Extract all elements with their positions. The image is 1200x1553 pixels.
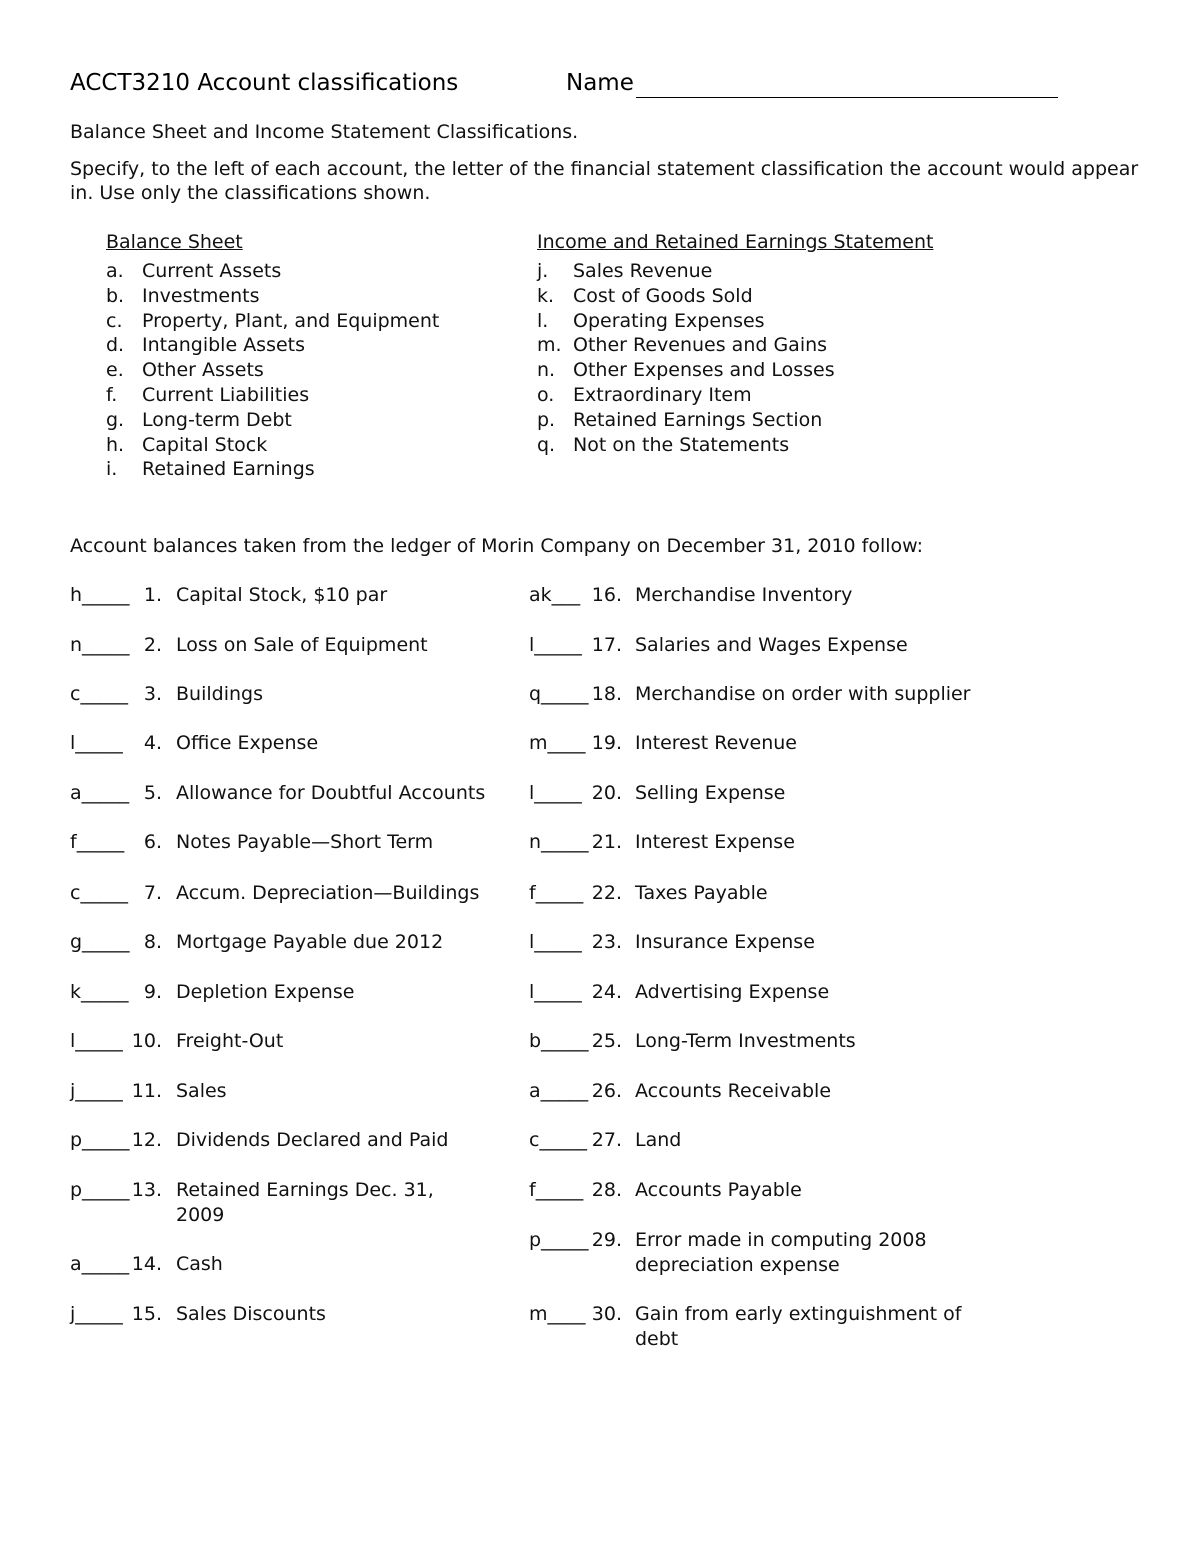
balance-sheet-classification-list [106,259,439,482]
question-number: 29. [591,1229,622,1251]
balance-sheet-item-letter: b. [106,284,125,307]
balance-sheet-item [106,383,439,408]
answer-blank[interactable]: a_____ [70,782,130,804]
answer-blank[interactable]: p_____ [70,1179,130,1201]
question-number: 27. [591,1129,622,1151]
income-statement-classification-list [537,259,835,457]
answer-blank[interactable]: l_____ [70,732,123,754]
answer-blank[interactable]: p_____ [70,1129,130,1151]
account-name: Merchandise Inventory [635,584,853,606]
answer-blank[interactable]: h_____ [70,584,130,606]
question-number: 19. [591,732,622,754]
balance-sheet-item-label: Current Assets [142,260,282,282]
answer-blank[interactable]: a_____ [70,1253,130,1275]
balance-sheet-item-letter: h. [106,433,125,456]
income-statement-item [537,309,835,334]
balance-sheet-item-letter: i. [106,458,118,481]
answer-blank[interactable]: m____ [529,1303,586,1325]
account-name: Gain from early extinguishment of [635,1303,962,1325]
balance-sheet-item-letter: e. [106,359,124,382]
answer-blank[interactable]: a_____ [529,1080,589,1102]
account-name: Freight-Out [176,1030,284,1052]
account-name: Accounts Payable [635,1179,802,1201]
balance-sheet-item-letter: c. [106,309,123,332]
answer-blank[interactable]: c_____ [70,882,128,904]
question-number: 13. [131,1179,162,1201]
answer-blank[interactable]: f_____ [70,831,125,853]
answer-blank[interactable]: k_____ [70,981,129,1003]
question-number: 7. [143,882,162,904]
account-name-continued: depreciation expense [635,1254,840,1276]
question-number: 16. [591,584,622,606]
answer-blank[interactable]: l_____ [529,931,582,953]
balance-sheet-item-label: Investments [142,284,260,307]
question-number: 30. [591,1303,622,1325]
account-name: Notes Payable—Short Term [176,831,434,853]
account-name: Insurance Expense [635,931,815,953]
answer-blank[interactable]: f_____ [529,1179,584,1201]
account-name: Selling Expense [635,782,786,804]
account-name-continued: 2009 [176,1204,225,1226]
question-number: 26. [591,1080,622,1102]
account-name: Capital Stock, $10 par [176,584,388,606]
account-name: Land [635,1129,682,1151]
income-statement-item [537,408,835,433]
question-number: 1. [143,584,162,606]
account-name: Dividends Declared and Paid [176,1129,449,1151]
answer-blank[interactable]: j_____ [70,1080,123,1102]
question-number: 4. [143,732,162,754]
account-name: Salaries and Wages Expense [635,634,908,656]
answer-blank[interactable]: c_____ [70,683,128,705]
balance-sheet-item [106,309,439,334]
income-statement-item-label: Extraordinary Item [573,383,752,406]
answer-blank[interactable]: p_____ [529,1229,589,1251]
question-number: 28. [591,1179,622,1201]
balance-sheet-item [106,358,439,383]
question-number: 14. [131,1253,162,1275]
balance-sheet-item-letter: a. [106,260,124,282]
question-number: 10. [131,1030,162,1052]
classifications-heading: Balance Sheet and Income Statement Classifications. [70,121,579,143]
income-statement-item-label: Other Expenses and Losses [573,359,835,382]
account-name: Error made in computing 2008 [635,1229,927,1251]
answer-blank[interactable]: j_____ [70,1303,123,1325]
question-number: 21. [591,831,622,853]
account-name: Accum. Depreciation—Buildings [176,882,480,904]
question-number: 24. [591,981,622,1003]
balance-sheet-item-label: Other Assets [142,359,264,382]
account-name: Taxes Payable [635,882,768,904]
income-statement-item [537,284,835,309]
income-statement-item-letter: p. [537,408,556,431]
question-number: 5. [143,782,162,804]
account-name: Interest Revenue [635,732,798,754]
balance-sheet-item [106,457,439,482]
answer-blank[interactable]: n_____ [529,831,589,853]
income-statement-item-letter: k. [537,284,555,307]
answer-blank[interactable]: m____ [529,732,586,754]
account-name: Retained Earnings Dec. 31, [176,1179,434,1201]
income-statement-item-label: Operating Expenses [573,309,765,332]
balance-sheet-item [106,333,439,358]
account-name: Mortgage Payable due 2012 [176,931,444,953]
income-statement-item-letter: o. [537,383,555,406]
income-statement-heading: Income and Retained Earnings Statement [537,231,934,253]
question-number: 12. [131,1129,162,1151]
answer-blank[interactable]: q_____ [529,683,589,705]
income-statement-item-letter: j. [537,260,549,282]
question-number: 3. [143,683,162,705]
income-statement-item-label: Sales Revenue [573,260,713,282]
account-name: Long-Term Investments [635,1030,856,1052]
question-number: 22. [591,882,622,904]
answer-blank[interactable]: l_____ [529,782,582,804]
balance-sheet-item [106,259,439,284]
account-name: Office Expense [176,732,319,754]
balance-sheet-item-label: Long-term Debt [142,408,292,431]
balance-sheet-item-label: Current Liabilities [142,383,310,406]
income-statement-item-label: Retained Earnings Section [573,408,823,431]
account-name: Accounts Receivable [635,1080,832,1102]
account-name: Allowance for Doubtful Accounts [176,782,486,804]
income-statement-item-letter: n. [537,359,556,382]
balance-sheet-item-label: Capital Stock [142,433,268,456]
answer-blank[interactable]: f_____ [529,882,584,904]
account-name: Depletion Expense [176,981,355,1003]
question-number: 9. [143,981,162,1003]
income-statement-item [537,358,835,383]
account-name: Cash [176,1253,223,1275]
balance-sheet-item [106,284,439,309]
income-statement-item [537,433,835,458]
answer-blank[interactable]: b_____ [529,1030,589,1052]
income-statement-item-label: Other Revenues and Gains [573,334,828,357]
answer-blank[interactable]: c_____ [529,1129,587,1151]
answer-blank[interactable]: g_____ [70,931,130,953]
question-number: 6. [143,831,162,853]
income-statement-item [537,383,835,408]
ledger-intro: Account balances taken from the ledger of Morin Company on December 31, 2010 follow: [70,535,924,557]
question-number: 8. [143,931,162,953]
balance-sheet-item-letter: g. [106,408,125,431]
instructions-line-1: Specify, to the left of each account, the letter of the financial statement classification the account would appear [70,158,1139,180]
balance-sheet-item-letter: d. [106,334,125,357]
account-name-continued: debt [635,1328,679,1350]
income-statement-item [537,259,835,284]
income-statement-item-letter: l. [537,309,549,332]
question-number: 17. [591,634,622,656]
balance-sheet-item [106,433,439,458]
balance-sheet-item-label: Property, Plant, and Equipment [142,309,440,332]
instructions-line-2: in. Use only the classifications shown. [70,182,431,204]
balance-sheet-heading: Balance Sheet [106,231,243,253]
account-name: Buildings [176,683,263,705]
answer-blank[interactable]: n_____ [70,634,130,656]
account-name: Sales [176,1080,227,1102]
account-name: Advertising Expense [635,981,830,1003]
question-number: 25. [591,1030,622,1052]
answer-blank[interactable]: l_____ [529,634,582,656]
name-blank-line[interactable] [636,97,1058,98]
account-name: Merchandise on order with supplier [635,683,971,705]
question-number: 18. [591,683,622,705]
name-label: Name [566,70,634,96]
answer-blank[interactable]: l_____ [70,1030,123,1052]
balance-sheet-item-label: Retained Earnings [142,458,315,481]
question-number: 15. [131,1303,162,1325]
answer-blank[interactable]: ak___ [529,584,581,606]
balance-sheet-item-letter: f. [106,383,118,406]
answer-blank[interactable]: l_____ [529,981,582,1003]
balance-sheet-item [106,408,439,433]
income-statement-item-letter: m. [537,334,562,357]
balance-sheet-item-label: Intangible Assets [142,334,306,357]
question-number: 11. [131,1080,162,1102]
question-number: 2. [143,634,162,656]
question-number: 20. [591,782,622,804]
question-number: 23. [591,931,622,953]
account-name: Loss on Sale of Equipment [176,634,428,656]
income-statement-item-label: Cost of Goods Sold [573,284,753,307]
document-title: ACCT3210 Account classifications [70,70,459,96]
account-name: Interest Expense [635,831,795,853]
account-name: Sales Discounts [176,1303,326,1325]
income-statement-item [537,333,835,358]
income-statement-item-letter: q. [537,433,556,456]
income-statement-item-label: Not on the Statements [573,433,790,456]
